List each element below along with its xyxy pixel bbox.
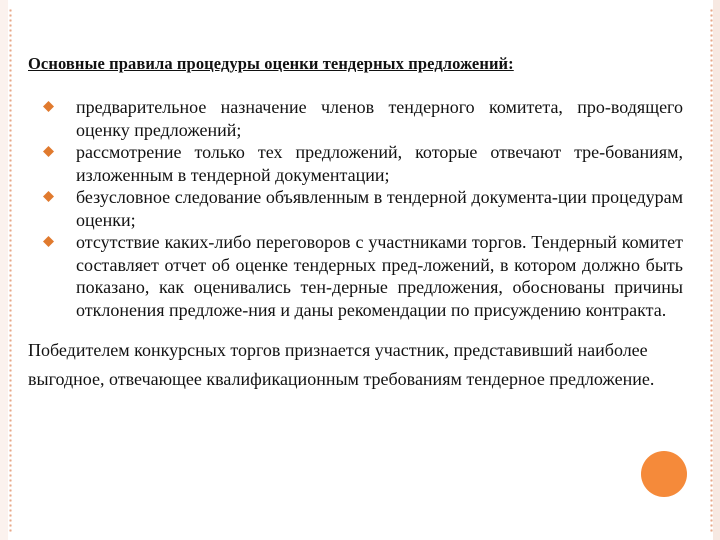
left-border-band	[0, 0, 8, 540]
summary-paragraph: Победителем конкурсных торгов признается участник, представивший наиболее выгодное, отвечающее квалификационным требованиям тендерное предложение.	[28, 340, 655, 389]
list-item-text: безусловное следование объявленным в тендерной документа-ции процедурам оценки;	[76, 187, 683, 230]
list-item	[76, 141, 683, 186]
diamond-bullet-icon	[43, 236, 54, 247]
diamond-bullet-icon	[43, 146, 54, 157]
diamond-bullet-icon	[43, 191, 54, 202]
right-border-band	[713, 0, 720, 540]
slide-heading: Основные правила процедуры оценки тендерных предложений:	[28, 54, 514, 73]
list-item	[76, 186, 683, 231]
slide-content	[28, 54, 683, 394]
right-dotted-border	[710, 8, 713, 532]
list-item-text: предварительное назначение членов тендерного комитета, про-водящего оценку предложений;	[76, 97, 683, 140]
left-dotted-border	[9, 8, 12, 532]
list-item	[76, 96, 683, 141]
decorative-circle	[641, 451, 687, 497]
list-item	[76, 231, 683, 321]
rules-list	[28, 96, 683, 321]
diamond-bullet-icon	[43, 101, 54, 112]
list-item-text: отсутствие каких-либо переговоров с участниками торгов. Тендерный комитет составляет отчет об оценке тендерных пред-ложений, в котором должно быть показано, как оценивались тен-дерные предложения, обоснованы причины отклонения предложе-ния и даны рекомендации по присуждению контракта.	[76, 232, 683, 320]
list-item-text: рассмотрение только тех предложений, которые отвечают тре-бованиям, изложенным в тендерной документации;	[76, 142, 683, 185]
